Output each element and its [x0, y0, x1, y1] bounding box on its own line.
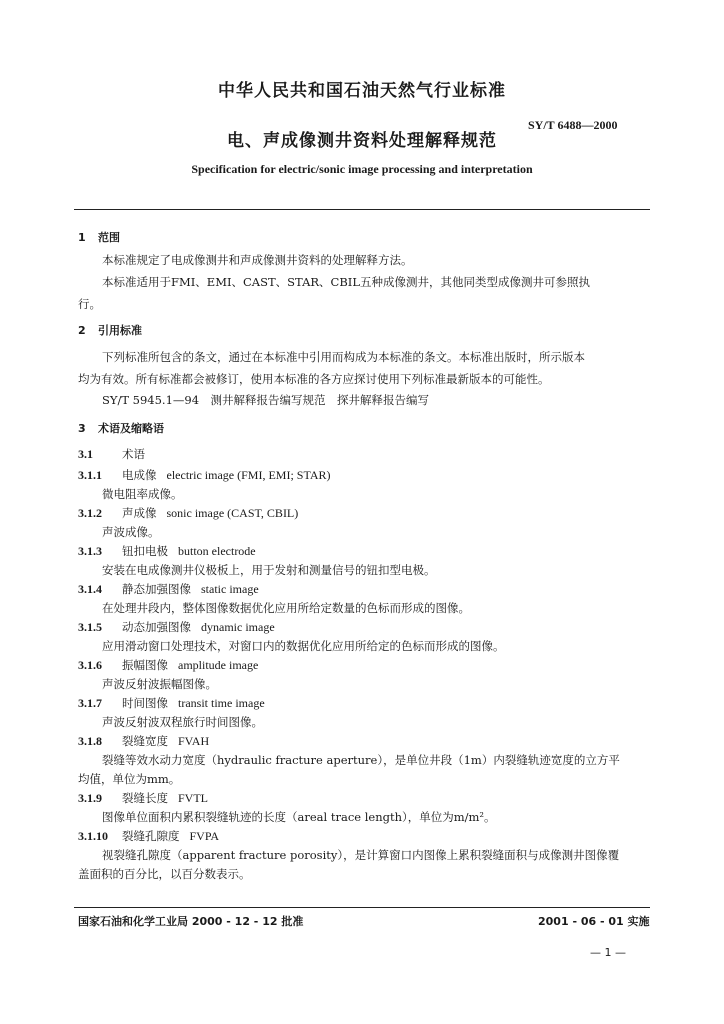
- subsection-number: 3.1: [78, 447, 93, 461]
- term-number: 3.1.1: [78, 468, 102, 482]
- footer-rule: [74, 907, 650, 908]
- section-2-heading: [78, 322, 142, 338]
- term-definition: 应用滑动窗口处理技术，对窗口内的数据优化应用所给定的色标而形成的图像。: [102, 639, 505, 653]
- term-definition: 图像单位面积内累积裂缝轨迹的长度（areal trace length），单位为m/m²。: [102, 810, 496, 824]
- term-number: 3.1.10: [78, 829, 108, 843]
- term-number: 3.1.4: [78, 582, 102, 596]
- term-entry: [78, 619, 275, 635]
- term-english: static image: [201, 582, 259, 596]
- term-entry: [78, 581, 259, 597]
- section-title: 范围: [98, 231, 120, 244]
- term-chinese: 时间图像: [122, 696, 168, 710]
- section-title: 引用标准: [98, 324, 142, 337]
- paragraph-continuation: 行。: [78, 297, 101, 311]
- term-definition: 声波反射波振幅图像。: [102, 677, 217, 691]
- term-entry: [78, 657, 258, 673]
- term-chinese: 裂缝长度: [122, 791, 168, 805]
- term-number: 3.1.7: [78, 696, 102, 710]
- term-english: button electrode: [178, 544, 256, 558]
- term-definition-continuation: 盖面积的百分比，以百分数表示。: [78, 867, 251, 881]
- term-chinese: 裂缝宽度: [122, 734, 168, 748]
- term-entry: [78, 828, 219, 844]
- term-chinese: 电成像: [122, 468, 157, 482]
- subsection-title: 术语: [122, 447, 145, 461]
- term-definition: 安装在电成像测井仪极板上，用于发射和测量信号的钮扣型电极。: [102, 563, 436, 577]
- english-title: Specification for electric/sonic image processing and interpretation: [191, 162, 533, 176]
- term-english: FVTL: [178, 791, 208, 805]
- term-chinese: 裂缝孔隙度: [122, 829, 180, 843]
- term-definition: 视裂缝孔隙度（apparent fracture porosity），是计算窗口内图像上累积裂缝面积与成像测井图像覆: [102, 848, 620, 862]
- term-number: 3.1.5: [78, 620, 102, 634]
- term-number: 3.1.3: [78, 544, 102, 558]
- term-entry: [78, 543, 256, 559]
- section-number: 3: [78, 422, 86, 435]
- reference-item: SY/T 5945.1—94 测井解释报告编写规范 探井解释报告编写: [102, 393, 430, 407]
- term-english: FVPA: [189, 829, 220, 843]
- term-entry: [78, 467, 331, 483]
- term-english: sonic image (CAST, CBIL): [166, 506, 299, 520]
- paragraph: 本标准适用于FMI、EMI、CAST、STAR、CBIL五种成像测井，其他同类型成像测井可参照执: [102, 275, 590, 289]
- term-english: FVAH: [178, 734, 210, 748]
- term-number: 3.1.2: [78, 506, 102, 520]
- term-english: electric image (FMI, EMI; STAR): [166, 468, 331, 482]
- term-chinese: 振幅图像: [122, 658, 168, 672]
- term-definition: 微电阻率成像。: [102, 487, 183, 501]
- term-entry: [78, 505, 298, 521]
- term-definition: 裂缝等效水动力宽度（hydraulic fracture aperture），是单位井段（1m）内裂缝轨迹宽度的立方平: [102, 753, 620, 767]
- section-3-heading: [78, 420, 164, 436]
- term-definition-continuation: 均值，单位为mm。: [78, 772, 181, 786]
- term-number: 3.1.6: [78, 658, 102, 672]
- org-title: 中华人民共和国石油天然气行业标准: [218, 81, 506, 101]
- approval-date: 国家石油和化学工业局 2000 - 12 - 12 批准: [78, 915, 304, 928]
- term-chinese: 静态加强图像: [122, 582, 191, 596]
- section-title: 术语及缩略语: [98, 422, 164, 435]
- term-entry: [78, 695, 265, 711]
- header-rule: [74, 209, 650, 210]
- paragraph-continuation: 均为有效。所有标准都会被修订，使用本标准的各方应探讨使用下列标准最新版本的可能性。: [78, 372, 550, 386]
- paragraph: 下列标准所包含的条文，通过在本标准中引用而构成为本标准的条文。本标准出版时，所示版本: [102, 350, 585, 364]
- page-number: — 1 —: [590, 946, 626, 959]
- term-definition: 声波成像。: [102, 525, 160, 539]
- standard-code: SY/T 6488—2000: [528, 118, 618, 132]
- term-definition: 声波反射波双程旅行时间图像。: [102, 715, 263, 729]
- term-english: dynamic image: [201, 620, 275, 634]
- section-number: 1: [78, 231, 86, 244]
- term-chinese: 动态加强图像: [122, 620, 191, 634]
- document-title: 电、声成像测井资料处理解释规范: [227, 131, 497, 151]
- term-entry: [78, 733, 209, 749]
- paragraph: 本标准规定了电成像测井和声成像测井资料的处理解释方法。: [102, 253, 413, 267]
- term-entry: [78, 790, 208, 806]
- term-number: 3.1.9: [78, 791, 102, 805]
- term-english: amplitude image: [178, 658, 259, 672]
- term-english: transit time image: [178, 696, 265, 710]
- term-chinese: 声成像: [122, 506, 157, 520]
- term-number: 3.1.8: [78, 734, 102, 748]
- term-chinese: 钮扣电极: [122, 544, 168, 558]
- section-1-heading: [78, 229, 120, 245]
- term-definition: 在处理井段内，整体图像数据优化应用所给定数量的色标而形成的图像。: [102, 601, 470, 615]
- subsection-heading: [78, 446, 145, 462]
- effective-date: 2001 - 06 - 01 实施: [538, 915, 650, 928]
- section-number: 2: [78, 324, 86, 337]
